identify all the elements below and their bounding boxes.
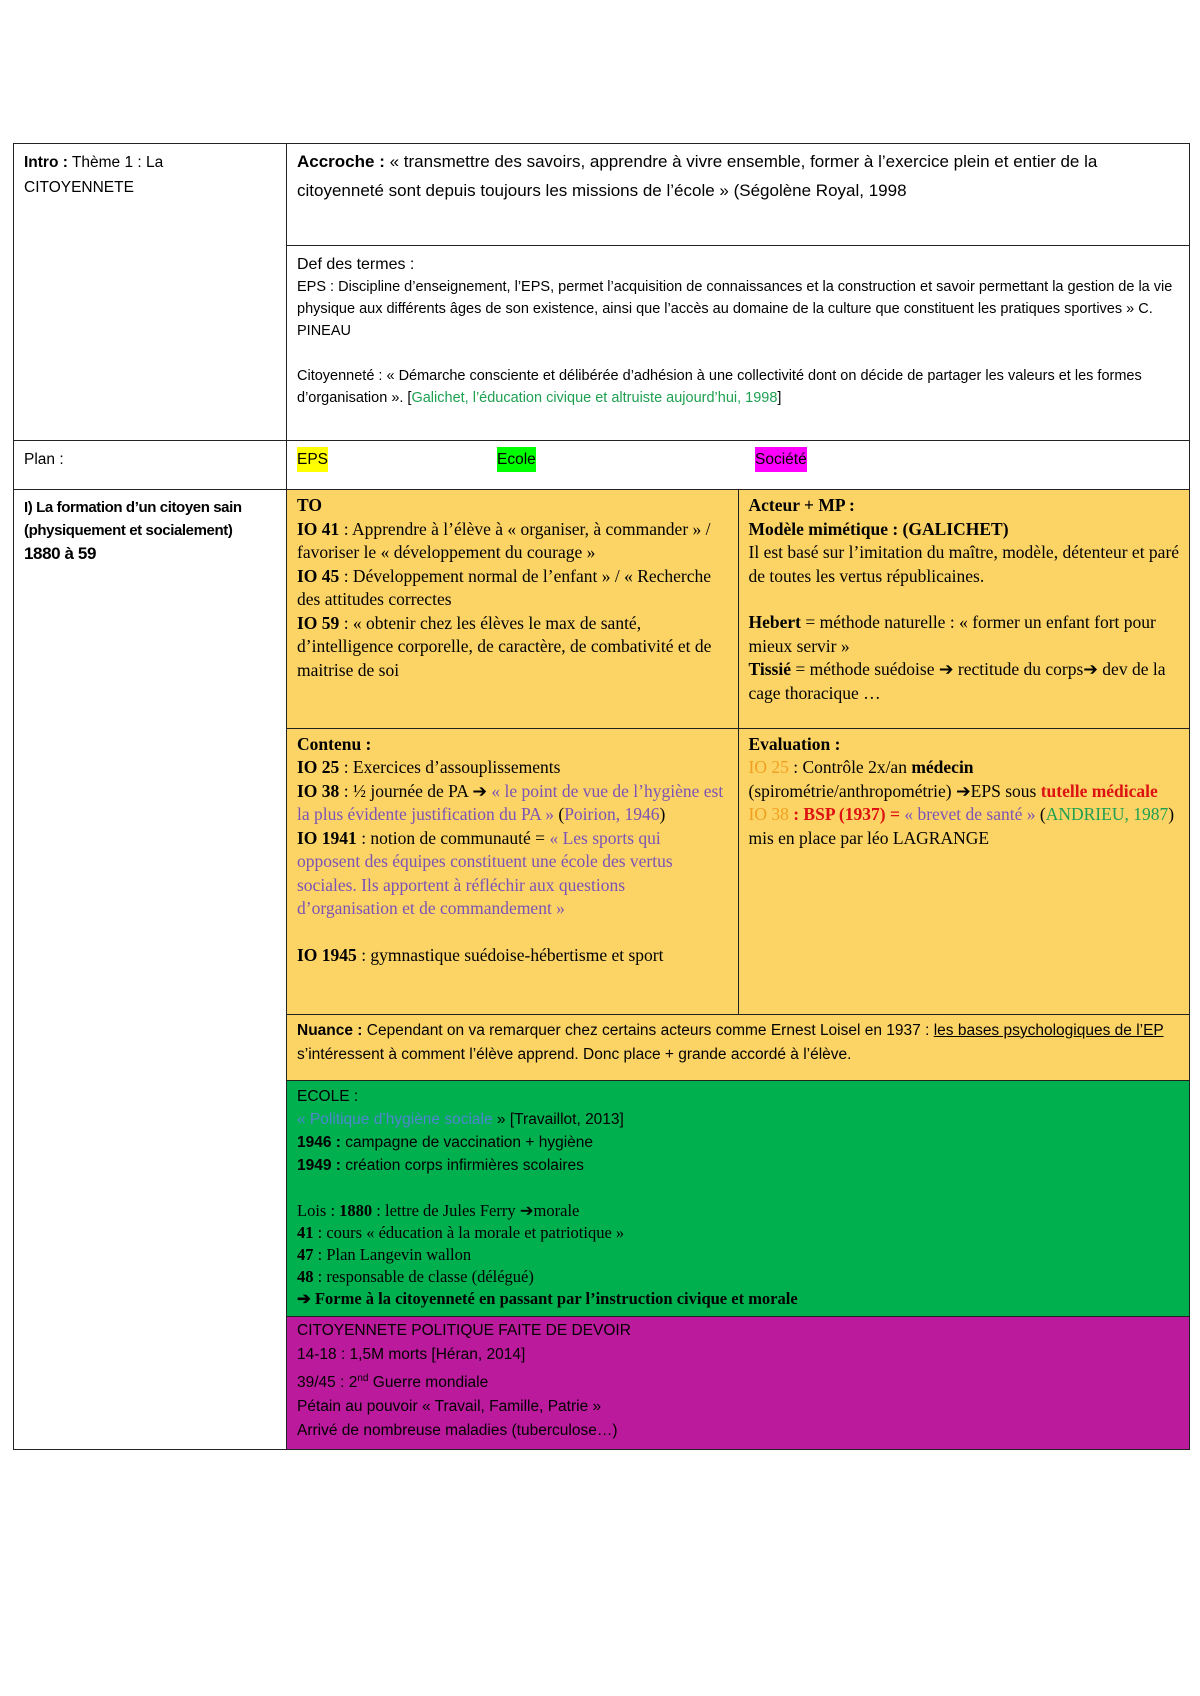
to-cell bbox=[287, 490, 738, 728]
to-io41 bbox=[297, 518, 728, 565]
year-1946: 1946 : bbox=[297, 1133, 341, 1151]
intro-theme: Thème 1 : La CITOYENNETE bbox=[24, 154, 164, 196]
tissie-label: Tissié bbox=[748, 659, 791, 679]
ferry-text: : lettre de Jules Ferry ➔morale bbox=[372, 1200, 580, 1220]
contenu-io1941 bbox=[297, 827, 728, 921]
citoyennete-definition bbox=[297, 365, 1179, 409]
part1-inner-table bbox=[287, 490, 1190, 1449]
plan-eps-tag: EPS bbox=[297, 447, 328, 472]
definitions-cell bbox=[287, 246, 1190, 441]
nuance-text-end: s’intéressent à comment l’élève apprend. Donc place + grande accordé à l’élève. bbox=[297, 1045, 852, 1063]
vaccination-text: campagne de vaccination + hygiène bbox=[340, 1133, 594, 1151]
brevet-sante: « brevet de santé » bbox=[904, 804, 1036, 824]
contenu-io38 bbox=[297, 780, 728, 827]
ecole-quote-line bbox=[297, 1108, 1180, 1131]
nuance-text: Cependant on va remarquer chez certains acteurs comme Ernest Loisel en 1937 : bbox=[362, 1021, 934, 1039]
course-table bbox=[13, 143, 1190, 1450]
contenu-io25-label: IO 25 bbox=[297, 757, 340, 777]
societe-cell bbox=[287, 1316, 1190, 1449]
io45-text: : Développement normal de l’enfant » / « Recherche des attitudes correctes bbox=[297, 565, 712, 609]
tissie-text: = méthode suédoise ➔ rectitude du corps➔ dev de la cage thoracique … bbox=[748, 659, 1166, 703]
hygiene-quote: « le point de vue de l’hygiène est la plus évidente justification du PA » bbox=[297, 780, 724, 824]
tutelle-medicale: tutelle médicale bbox=[1040, 780, 1158, 801]
plan-legend-cell bbox=[287, 441, 1190, 490]
nuance-underlined: les bases psychologiques de l’EP bbox=[933, 1021, 1164, 1039]
io41-text: : Apprendre à l’élève à « organiser, à commander » / favoriser le « développement du courage » bbox=[297, 518, 711, 562]
evaluation-title: Evaluation : bbox=[748, 733, 841, 754]
lois-47 bbox=[297, 1244, 1180, 1266]
year-41: 41 bbox=[297, 1222, 314, 1242]
cours-text: : cours « éducation à la morale et patriotique » bbox=[313, 1222, 625, 1242]
evaluation-io38 bbox=[749, 803, 1181, 850]
contenu-io25 bbox=[297, 756, 728, 780]
travaillot-reference: » [Travaillot, 2013] bbox=[492, 1110, 624, 1128]
eval-io38-label: IO 38 bbox=[748, 804, 789, 824]
year-47: 47 bbox=[297, 1244, 314, 1264]
plan-ecole-tag: Ecole bbox=[497, 447, 536, 472]
contenu-io38-text: : ½ journée de PA ➔ bbox=[339, 780, 492, 801]
io59-text: : « obtenir chez les élèves le max de santé, d’intelligence corporelle, de caractère, de combativité et de maitrise de soi bbox=[297, 612, 712, 680]
contenu-io38-label: IO 38 bbox=[297, 780, 340, 801]
plan-societe-tag: Société bbox=[755, 447, 807, 472]
to-io59 bbox=[297, 612, 728, 683]
io1941-label: IO 1941 bbox=[297, 827, 357, 848]
intro-cell bbox=[14, 144, 287, 441]
to-title: TO bbox=[297, 495, 322, 515]
year-1949: 1949 : bbox=[297, 1156, 341, 1174]
io1941-text: : notion de communauté = bbox=[356, 827, 550, 848]
part1-title-cell bbox=[14, 490, 287, 1450]
societe-line-2 bbox=[297, 1367, 1180, 1395]
io1945-label: IO 1945 bbox=[297, 944, 357, 965]
poirion-open: ( bbox=[553, 804, 565, 824]
definitions-title: Def des termes : bbox=[297, 256, 415, 273]
andrieu-open: ( bbox=[1035, 804, 1046, 824]
accroche-cell bbox=[287, 144, 1190, 246]
accroche-text: « transmettre des savoirs, apprendre à vivre ensemble, former à l’exercice plein et entier de la citoyenneté sont depuis toujours les missions de l’école » (Ségolène Royal, 1998 bbox=[297, 152, 1098, 200]
contenu-title: Contenu : bbox=[297, 733, 372, 754]
societe-title: CITOYENNETE POLITIQUE FAITE DE DEVOIR bbox=[297, 1321, 631, 1339]
delegue-text: : responsable de classe (délégué) bbox=[313, 1266, 534, 1286]
modele-text: Il est basé sur l’imitation du maître, modèle, détenteur et paré de toutes les vertus républicaines. bbox=[748, 542, 1180, 586]
acteur-title: Acteur + MP : bbox=[748, 495, 855, 515]
contenu-cell bbox=[287, 728, 738, 1014]
guerre-text: Guerre mondiale bbox=[368, 1373, 489, 1391]
nuance-label: Nuance : bbox=[297, 1021, 363, 1039]
plan-label-cell bbox=[14, 441, 287, 490]
contenu-io25-text: : Exercices d’assouplissements bbox=[339, 757, 561, 777]
poirion-close: ) bbox=[659, 804, 666, 824]
infirmieres-text: création corps infirmières scolaires bbox=[340, 1156, 584, 1174]
lagrange-text: ) mis en place par léo LAGRANGE bbox=[748, 804, 1175, 848]
ecole-title: ECOLE : bbox=[297, 1087, 359, 1105]
medecin-text: médecin bbox=[911, 757, 974, 777]
societe-line-1: 14-18 : 1,5M morts [Héran, 2014] bbox=[297, 1345, 526, 1363]
spirometrie-text: (spirométrie/anthropométrie) ➔EPS sous bbox=[748, 780, 1041, 801]
poirion-reference: Poirion, 1946 bbox=[564, 804, 660, 824]
io41-label: IO 41 bbox=[297, 518, 340, 539]
hygiene-sociale-quote: « Politique d’hygiène sociale bbox=[297, 1110, 493, 1128]
tissie-line bbox=[749, 658, 1181, 705]
bsp-text: : BSP (1937) = bbox=[788, 804, 905, 824]
hebert-text: = méthode naturelle : « former un enfant fort pour mieux servir » bbox=[748, 612, 1156, 656]
notes-page bbox=[13, 143, 1189, 1450]
evaluation-cell bbox=[738, 728, 1190, 1014]
io1945-text: : gymnastique suédoise-hébertisme et sport bbox=[356, 944, 664, 965]
eval-io25-label: IO 25 bbox=[748, 757, 789, 777]
accroche-label: Accroche : bbox=[297, 152, 385, 171]
io59-label: IO 59 bbox=[297, 612, 340, 633]
part1-content-cell bbox=[287, 490, 1190, 1450]
modele-mimetique: Modèle mimétique : (GALICHET) bbox=[748, 518, 1009, 539]
guerre-sup: nd bbox=[357, 1372, 369, 1384]
lois-48 bbox=[297, 1266, 1180, 1288]
lois-1880 bbox=[297, 1200, 1180, 1222]
part1-title: I) La formation d’un citoyen sain (physiquement et socialement) bbox=[24, 499, 242, 539]
galichet-reference: Galichet, l’éducation civique et altruiste aujourd’hui, 1998 bbox=[411, 390, 778, 406]
lois-41 bbox=[297, 1222, 1180, 1244]
sports-quote: « Les sports qui opposent des équipes constituent une école des vertus sociales. Ils apportent à réfléchir aux questions d’organisation et de commandement » bbox=[297, 827, 673, 918]
citoyennete-definition-end: ] bbox=[777, 390, 782, 406]
societe-line-3: Pétain au pouvoir « Travail, Famille, Patrie » bbox=[297, 1397, 602, 1415]
eval-io25-text: : Contrôle 2x/an bbox=[788, 757, 912, 777]
hebert-label: Hebert bbox=[748, 612, 801, 632]
nuance-cell bbox=[287, 1014, 1190, 1080]
langevin-text: : Plan Langevin wallon bbox=[313, 1244, 472, 1264]
eps-definition: EPS : Discipline d’enseignement, l’EPS, permet l’acquisition de connaissances et la construction et savoir permettant la gestion de la vie physique aux différents âges de son existence, ainsi que l’accès au domaine de la culture que constituent les pratiques sportives » C. PINEAU bbox=[297, 279, 1173, 339]
ecole-conclusion: ➔ Forme à la citoyenneté en passant par l’instruction civique et morale bbox=[297, 1288, 798, 1308]
ecole-cell bbox=[287, 1080, 1190, 1316]
contenu-io1945 bbox=[297, 944, 728, 968]
hebert-line bbox=[749, 611, 1181, 658]
societe-line-4: Arrivé de nombreuse maladies (tuberculose…) bbox=[297, 1421, 618, 1439]
guerre-date: 39/45 : 2 bbox=[297, 1373, 358, 1391]
intro-label: Intro : bbox=[24, 154, 68, 171]
year-1880: 1880 bbox=[339, 1200, 373, 1220]
part1-dates: 1880 à 59 bbox=[24, 544, 97, 563]
year-48: 48 bbox=[297, 1266, 314, 1286]
evaluation-io25 bbox=[749, 756, 1181, 803]
plan-label: Plan : bbox=[24, 451, 64, 468]
to-io45 bbox=[297, 565, 728, 612]
andrieu-reference: ANDRIEU, 1987 bbox=[1045, 804, 1169, 824]
citoyennete-definition-text: Citoyenneté : « Démarche consciente et délibérée d’adhésion à une collectivité dont on décide de partager les valeurs et les formes d’organisation ». [ bbox=[297, 368, 1142, 406]
ecole-1946 bbox=[297, 1131, 1180, 1154]
lois-label: Lois : bbox=[297, 1200, 340, 1220]
acteur-cell bbox=[738, 490, 1190, 728]
ecole-1949 bbox=[297, 1154, 1180, 1177]
io45-label: IO 45 bbox=[297, 565, 340, 586]
